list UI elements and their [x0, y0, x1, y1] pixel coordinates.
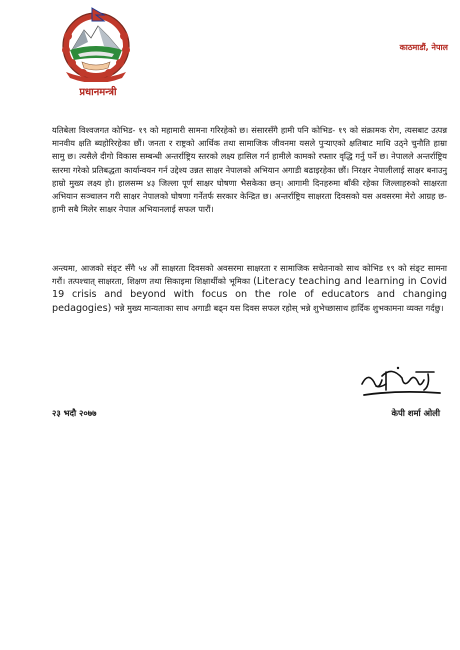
paragraph-2-end: भन्ने मुख्य मान्यताका साथ अगाडी बढ्न यस दिवस सफल रहोस् भन्ने शुभेच्छासाथ हार्दिक शुभकामना व्यक्त गर्दछु।: [113, 302, 444, 313]
english-theme-text: (Literacy teaching and learning in Covid 19 crisis and beyond with focus on the role of educators and changing pedagogies): [52, 276, 448, 314]
message-date: २३ भदौ २०७७: [52, 408, 97, 418]
location-label: काठमाडौं, नेपाल: [399, 43, 448, 52]
nepal-coat-of-arms-icon: [58, 6, 134, 82]
paragraph-2-start: अन्त्यमा, आजको संङ्ट सँगै ५४ औं साक्षरता दिवसको अवसरमा साक्षरता र सामाजिक सचेतनाको साथ कोभिड १९ को संङ्ट सामना गरौं। तत्पश्चात् साक्षरता, शिक्षण तथा सिकाइमा शिक्षार्थीको भूमिका: [52, 263, 447, 287]
signer-name: केपी शर्मा ओली: [391, 408, 440, 418]
office-title: प्रधानमन्त्री: [79, 87, 117, 98]
handwritten-signature-icon: [358, 362, 444, 402]
message-paragraph-1: यतिबेला विश्वजगत कोभिड- १९ को महामारी सामना गरिरहेको छ। संसारसँगै हामी पनि कोभिड- १९ को संक्रामक रोग, त्यसबाट उत्पन्न मानवीय क्षति ब्यहोरिरहेका छौं। जनता र राष्ट्रको आर्थिक तथा सामाजिक जीवनमा यसले पुऱ्याएको क्षतिबाट माथि उठ्ने चुनौति हाम्रा सामु छ। त्यसैले दीगो विकास सम्बन्धी अन्तर्राष्ट्रिय स्तरको लक्ष्य हासिल गर्न हामीले कामको रफ्तार वृद्धि गर्नु पर्ने छ। नेपालले अन्तर्राष्ट्रिय स्तरमा गरेको प्रतिबद्धता कार्यान्वयन गर्न उद्देश्य उन्नत साक्षर नेपालको अभियान अगाडी बढाइरहेका छौं। निरक्षर नेपालीलाई साक्षर बनाउनु हाम्रो मुख्य लक्ष्य हो। हालसम्म ४३ जिल्ला पूर्ण साक्षर घोषणा भैसकेका छन्। आगामी दिनहरुमा बाँकी रहेका जिल्लाहरुको साक्षरता अभियान सञ्चालन गरी साक्षर नेपालको घोषणा गर्नेतर्फ सरकार केन्द्रित छ। अन्तर्राष्ट्रिय साक्षरता दिवसको यस अवसरमा मेरो आग्रह छ- हामी सबै मिलेर साक्षर नेपाल अभियानलाई सफल पारौं।: [52, 125, 447, 215]
message-paragraph-2: [52, 262, 447, 315]
